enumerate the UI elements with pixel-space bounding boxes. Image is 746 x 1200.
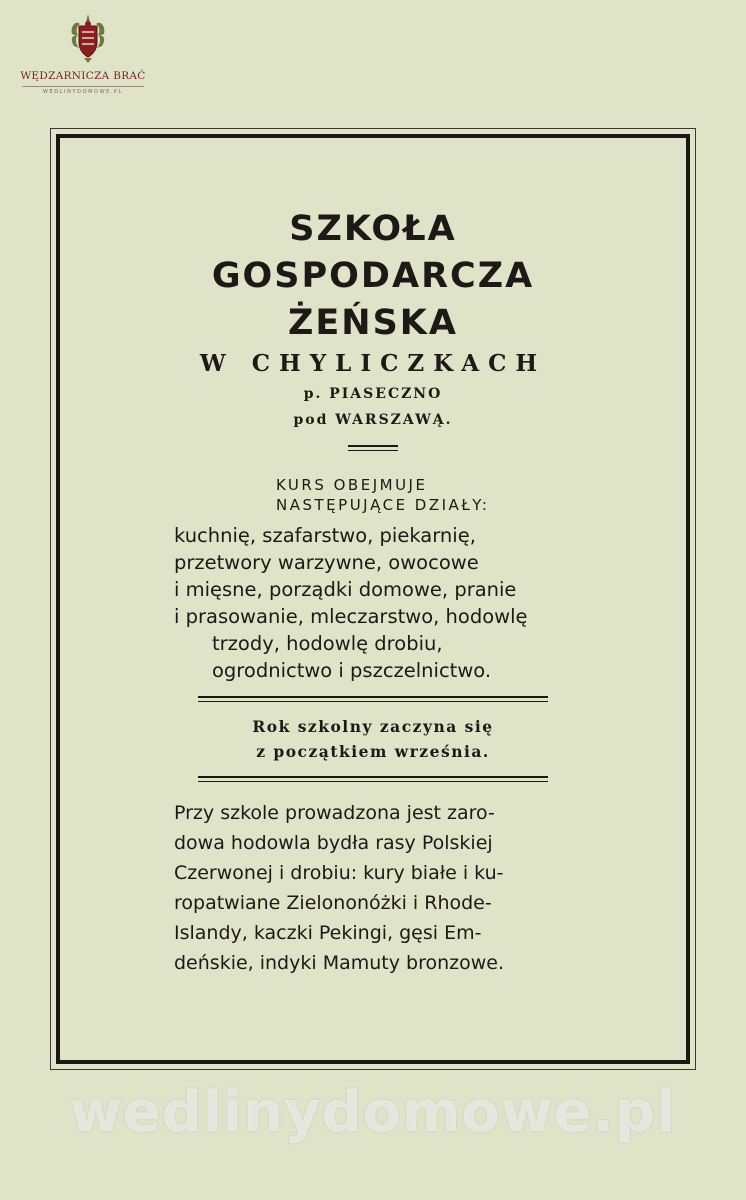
course-item-line-5: trzody, hodowlę drobiu, bbox=[212, 632, 443, 655]
course-item-line-4: i prasowanie, mleczarstwo, hodowlę bbox=[174, 605, 528, 628]
school-year-line-1: Rok szkolny zaczyna się bbox=[252, 717, 494, 736]
divider-short bbox=[348, 445, 398, 451]
logo bbox=[18, 8, 148, 98]
breeding-line-6: deńskie, indyki Mamuty bronzowe. bbox=[174, 952, 504, 974]
location-line: W CHYLICZKACH bbox=[199, 350, 547, 377]
course-intro-line-2: NASTĘPUJĄCE DZIAŁY: bbox=[276, 496, 490, 514]
watermark: wedlinydomowe.pl bbox=[69, 1080, 677, 1145]
title-line-3: ŻEŃSKA bbox=[288, 303, 458, 343]
logo-url: WEDLINYDOMOWE.PL bbox=[42, 89, 124, 95]
breeding-line-5: Islandy, kaczki Pekingi, gęsi Em- bbox=[174, 922, 482, 944]
breeding-line-4: ropatwiane Zielononóżki i Rhode- bbox=[174, 892, 492, 914]
school-year-line-2: z początkiem września. bbox=[256, 742, 490, 761]
school-year bbox=[62, 714, 684, 764]
course-item-line-1: kuchnię, szafarstwo, piekarnię, bbox=[174, 524, 476, 547]
breeding-line-3: Czerwonej i drobiu: kury białe i ku- bbox=[174, 862, 504, 884]
advertisement bbox=[62, 140, 684, 978]
breeding-line-2: dowa hodowla bydła rasy Polskiej bbox=[174, 832, 493, 854]
crest-icon bbox=[68, 12, 108, 64]
course-item-line-6: ogrodnictwo i pszczelnictwo. bbox=[212, 659, 492, 682]
divider-long-2 bbox=[198, 776, 548, 782]
title-line-1: SZKOŁA bbox=[289, 209, 457, 249]
course-item-line-3: i mięsne, porządki domowe, pranie bbox=[174, 578, 517, 601]
course-intro-line-1: KURS OBEJMUJE bbox=[276, 476, 428, 494]
title-line-2: GOSPODARCZA bbox=[211, 256, 535, 296]
course-items bbox=[62, 522, 684, 684]
course-item-line-2: przetwory warzywne, owocowe bbox=[174, 551, 479, 574]
course-intro bbox=[62, 475, 684, 515]
breeding-paragraph bbox=[174, 798, 684, 978]
logo-name: WĘDZARNICZA BRAĆ bbox=[20, 70, 146, 82]
post-line: p. PIASECZNO bbox=[303, 386, 443, 402]
breeding-line-1: Przy szkole prowadzona jest zaro- bbox=[174, 802, 495, 824]
region-line: pod WARSZAWĄ. bbox=[293, 412, 453, 428]
logo-divider bbox=[22, 86, 144, 87]
divider-long-1 bbox=[198, 696, 548, 702]
